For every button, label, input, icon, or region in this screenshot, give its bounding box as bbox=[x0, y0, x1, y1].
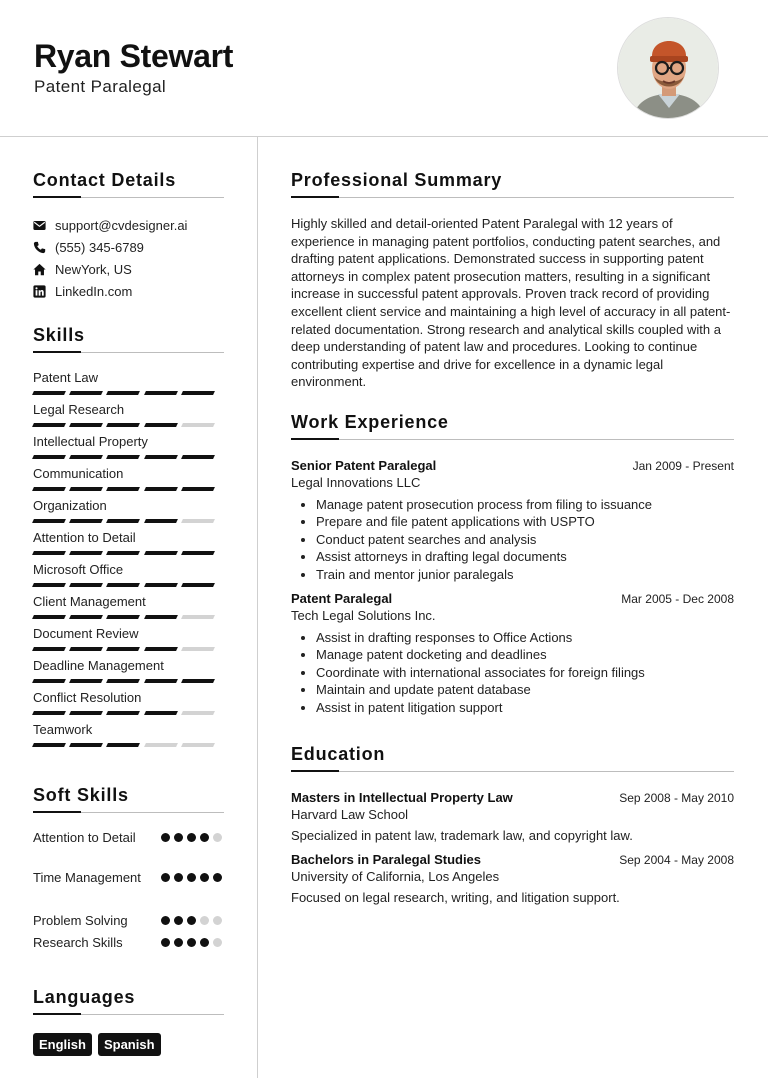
skill-level-segment bbox=[32, 743, 66, 747]
skill-level-segment bbox=[106, 615, 140, 619]
job-entry-bullets bbox=[291, 629, 734, 716]
skill-level-segment bbox=[144, 615, 178, 619]
skill-level-segment bbox=[69, 615, 103, 619]
rating-dot bbox=[200, 938, 209, 947]
skill-level-bar bbox=[33, 711, 224, 715]
skill-level-bar bbox=[33, 519, 224, 523]
languages-section bbox=[33, 987, 224, 1056]
education-degree: Masters in Intellectual Property Law bbox=[291, 790, 513, 805]
section-title: Soft Skills bbox=[33, 785, 129, 805]
rating-dot bbox=[174, 833, 183, 842]
skill-level-segment bbox=[32, 679, 66, 683]
skill-level-segment bbox=[106, 551, 140, 555]
skill-level-bar bbox=[33, 487, 224, 491]
skill-level-segment bbox=[181, 423, 215, 427]
skill-level-segment bbox=[32, 391, 66, 395]
rating-dot bbox=[187, 833, 196, 842]
column-divider bbox=[257, 137, 258, 1078]
skill-level-segment bbox=[106, 647, 140, 651]
soft-skill-row bbox=[33, 909, 224, 931]
skill-level-segment bbox=[144, 711, 178, 715]
section-title: Languages bbox=[33, 987, 136, 1007]
skill-row bbox=[33, 498, 224, 530]
rating-dot bbox=[213, 938, 222, 947]
soft-skill-row bbox=[33, 931, 224, 953]
skill-level-segment bbox=[106, 487, 140, 491]
skill-level-segment bbox=[69, 679, 103, 683]
bullet-item: • Manage patent docketing and deadlines bbox=[316, 646, 734, 663]
section-title: Education bbox=[291, 744, 386, 764]
skill-level-segment bbox=[32, 487, 66, 491]
contact-linkedin-text: LinkedIn.com bbox=[55, 283, 133, 299]
education-description: Focused on legal research, writing, and litigation support. bbox=[291, 890, 620, 905]
skill-level-segment bbox=[32, 423, 66, 427]
skill-level-segment bbox=[181, 711, 215, 715]
section-rule bbox=[33, 196, 224, 198]
section-rule bbox=[291, 438, 734, 440]
soft-skill-label: Attention to Detail bbox=[33, 830, 136, 845]
contact-email-text: support@cvdesigner.ai bbox=[55, 217, 188, 233]
job-title: Patent Paralegal bbox=[34, 77, 167, 96]
skill-level-segment bbox=[69, 743, 103, 747]
skill-level-segment bbox=[32, 519, 66, 523]
skill-level-segment bbox=[69, 647, 103, 651]
rating-dot bbox=[213, 873, 222, 882]
skill-level-bar bbox=[33, 423, 224, 427]
skill-level-segment bbox=[144, 647, 178, 651]
skill-level-segment bbox=[144, 551, 178, 555]
rating-dot bbox=[213, 833, 222, 842]
skill-level-segment bbox=[181, 647, 215, 651]
skill-label: Teamwork bbox=[33, 722, 93, 737]
language-tag: English bbox=[33, 1033, 92, 1056]
skill-level-segment bbox=[144, 487, 178, 491]
skill-level-segment bbox=[181, 551, 215, 555]
bullet-item: • Assist in drafting responses to Office Actions bbox=[316, 629, 734, 646]
linkedin-icon bbox=[33, 285, 46, 298]
section-rule bbox=[291, 196, 734, 198]
section-title: Professional Summary bbox=[291, 170, 503, 190]
education-description: Specialized in patent law, trademark law, and copyright law. bbox=[291, 828, 633, 843]
soft-skill-row bbox=[33, 829, 224, 869]
summary-text: Highly skilled and detail-oriented Patent Paralegal with 12 years of experience in managing patent portfolios, conducting patent searches, and drafting patent applications. Demonstrated success in supporting patent attorneys in complex patent prosecution matters, resulting in a significant increase in successful patent approvals. Proven track record of providing excellent client service and maintaining a high level of accuracy in all patent-related documentation. Strong research and analytical skills coupled with a deep understanding of patent law and procedures. Looking to continue contributing expertise and drive for excellence in a dynamic legal environment. bbox=[291, 216, 731, 390]
language-tags bbox=[33, 1033, 224, 1056]
skill-row bbox=[33, 690, 224, 722]
skill-level-segment bbox=[69, 711, 103, 715]
education-degree: Bachelors in Paralegal Studies bbox=[291, 852, 482, 867]
skill-row bbox=[33, 466, 224, 498]
skill-level-segment bbox=[69, 487, 103, 491]
skill-level-segment bbox=[181, 679, 215, 683]
skill-level-segment bbox=[106, 391, 140, 395]
section-rule bbox=[33, 1013, 224, 1015]
education-school: Harvard Law School bbox=[291, 807, 409, 822]
skills-list bbox=[33, 370, 224, 754]
resume-header bbox=[0, 0, 768, 137]
skill-level-segment bbox=[181, 487, 215, 491]
home-icon bbox=[33, 263, 46, 276]
job-entry-dates: Mar 2005 - Dec 2008 bbox=[621, 592, 734, 607]
language-tag: Spanish bbox=[98, 1033, 161, 1056]
rating-dot bbox=[174, 916, 183, 925]
skill-row bbox=[33, 594, 224, 626]
job-entry-company: Tech Legal Solutions Inc. bbox=[291, 608, 436, 624]
skill-level-segment bbox=[69, 583, 103, 587]
skill-level-segment bbox=[69, 455, 103, 459]
job-entry bbox=[291, 458, 734, 583]
skill-label: Attention to Detail bbox=[33, 530, 136, 545]
skill-label: Client Management bbox=[33, 594, 146, 609]
job-entry-title: Senior Patent Paralegal bbox=[291, 458, 437, 473]
rating-dot bbox=[161, 916, 170, 925]
section-title: Work Experience bbox=[291, 412, 449, 432]
soft-skill-label: Problem Solving bbox=[33, 912, 128, 928]
skill-level-segment bbox=[106, 519, 140, 523]
skill-label: Deadline Management bbox=[33, 658, 164, 673]
bullet-item: • Train and mentor junior paralegals bbox=[316, 566, 734, 583]
skill-row bbox=[33, 562, 224, 594]
skill-level-segment bbox=[32, 615, 66, 619]
skill-level-segment bbox=[144, 391, 178, 395]
skill-level-bar bbox=[33, 583, 224, 587]
rating-dot bbox=[187, 938, 196, 947]
contact-location bbox=[33, 258, 224, 280]
skill-level-bar bbox=[33, 455, 224, 459]
education-entry bbox=[291, 790, 734, 843]
experience-section bbox=[291, 412, 734, 716]
section-title: Skills bbox=[33, 325, 85, 345]
contact-phone-text: (555) 345-6789 bbox=[55, 239, 144, 255]
skill-level-segment bbox=[32, 455, 66, 459]
skill-row bbox=[33, 402, 224, 434]
education-school: University of California, Los Angeles bbox=[291, 869, 500, 884]
skill-level-segment bbox=[32, 583, 66, 587]
job-entry-company: Legal Innovations LLC bbox=[291, 475, 421, 490]
skill-level-segment bbox=[32, 647, 66, 651]
skill-level-bar bbox=[33, 679, 224, 683]
soft-skill-rating bbox=[161, 833, 222, 842]
skill-level-segment bbox=[106, 583, 140, 587]
skill-label: Intellectual Property bbox=[33, 434, 148, 449]
skill-level-segment bbox=[106, 423, 140, 427]
education-entry bbox=[291, 852, 734, 905]
rating-dot bbox=[187, 873, 196, 882]
skill-level-bar bbox=[33, 551, 224, 555]
skill-level-segment bbox=[181, 455, 215, 459]
skill-level-segment bbox=[69, 391, 103, 395]
contact-phone[interactable] bbox=[33, 236, 224, 258]
rating-dot bbox=[200, 833, 209, 842]
skill-level-segment bbox=[69, 551, 103, 555]
skill-label: Patent Law bbox=[33, 370, 99, 385]
skill-label: Organization bbox=[33, 498, 107, 513]
skills-section bbox=[33, 325, 224, 754]
rating-dot bbox=[187, 916, 196, 925]
bullet-item: • Manage patent prosecution process from filing to issuance bbox=[316, 496, 734, 513]
skill-level-segment bbox=[32, 711, 66, 715]
skill-row bbox=[33, 722, 224, 754]
skill-level-segment bbox=[69, 519, 103, 523]
skill-level-segment bbox=[144, 743, 178, 747]
rating-dot bbox=[200, 873, 209, 882]
skill-level-bar bbox=[33, 615, 224, 619]
soft-skills-section bbox=[33, 785, 224, 953]
rating-dot bbox=[174, 873, 183, 882]
skill-level-segment bbox=[181, 615, 215, 619]
job-entry bbox=[291, 591, 734, 716]
skill-row bbox=[33, 626, 224, 658]
rating-dot bbox=[161, 833, 170, 842]
section-rule bbox=[291, 770, 734, 772]
skill-level-segment bbox=[144, 679, 178, 683]
skill-level-bar bbox=[33, 391, 224, 395]
education-section bbox=[291, 744, 734, 905]
skill-level-segment bbox=[181, 391, 215, 395]
contact-location-text: NewYork, US bbox=[55, 261, 132, 277]
bullet-item: • Conduct patent searches and analysis bbox=[316, 531, 734, 548]
rating-dot bbox=[161, 873, 170, 882]
rating-dot bbox=[161, 938, 170, 947]
bullet-item: • Coordinate with international associates for foreign filings bbox=[316, 664, 734, 681]
soft-skill-rating bbox=[161, 938, 222, 947]
skill-level-segment bbox=[106, 455, 140, 459]
skill-label: Microsoft Office bbox=[33, 562, 124, 577]
section-title: Contact Details bbox=[33, 170, 177, 190]
skill-label: Conflict Resolution bbox=[33, 690, 142, 705]
soft-skill-rating bbox=[161, 916, 222, 925]
soft-skill-label: Time Management bbox=[33, 870, 141, 885]
skill-level-segment bbox=[69, 423, 103, 427]
skill-level-segment bbox=[144, 455, 178, 459]
soft-skill-label: Research Skills bbox=[33, 934, 123, 950]
education-dates: Sep 2008 - May 2010 bbox=[619, 791, 734, 805]
rating-dot bbox=[213, 916, 222, 925]
candidate-name: Ryan Stewart bbox=[34, 38, 234, 74]
skill-level-segment bbox=[106, 711, 140, 715]
skill-label: Document Review bbox=[33, 626, 139, 641]
skill-row bbox=[33, 370, 224, 402]
bullet-item: • Assist attorneys in drafting legal documents bbox=[316, 548, 734, 565]
skill-level-segment bbox=[181, 583, 215, 587]
skill-label: Legal Research bbox=[33, 402, 125, 417]
skill-level-segment bbox=[181, 743, 215, 747]
section-rule bbox=[33, 811, 224, 813]
rating-dot bbox=[200, 916, 209, 925]
contact-section bbox=[33, 170, 224, 302]
education-dates: Sep 2004 - May 2008 bbox=[619, 853, 734, 867]
contact-email[interactable] bbox=[33, 214, 224, 236]
bullet-item: • Prepare and file patent applications with USPTO bbox=[316, 513, 734, 530]
avatar-illustration bbox=[618, 18, 719, 119]
skill-level-bar bbox=[33, 647, 224, 651]
rating-dot bbox=[174, 938, 183, 947]
skill-level-segment bbox=[144, 583, 178, 587]
skill-row bbox=[33, 530, 224, 562]
bullet-item: • Assist in patent litigation support bbox=[316, 699, 734, 716]
skill-row bbox=[33, 434, 224, 466]
skill-level-segment bbox=[181, 519, 215, 523]
summary-section bbox=[291, 170, 734, 391]
job-entry-title: Patent Paralegal bbox=[291, 591, 393, 607]
skill-level-segment bbox=[106, 743, 140, 747]
contact-linkedin[interactable] bbox=[33, 280, 224, 302]
soft-skill-rating bbox=[161, 873, 222, 882]
skill-level-segment bbox=[106, 679, 140, 683]
skill-row bbox=[33, 658, 224, 690]
soft-skill-row bbox=[33, 869, 224, 909]
skill-level-segment bbox=[32, 551, 66, 555]
skill-level-segment bbox=[144, 423, 178, 427]
skill-level-bar bbox=[33, 743, 224, 747]
skill-level-segment bbox=[144, 519, 178, 523]
profile-photo bbox=[617, 17, 719, 119]
email-icon bbox=[33, 219, 46, 232]
bullet-item: • Maintain and update patent database bbox=[316, 681, 734, 698]
job-entry-dates: Jan 2009 - Present bbox=[632, 459, 734, 473]
job-entry-bullets bbox=[291, 496, 734, 583]
phone-icon bbox=[33, 241, 46, 254]
section-rule bbox=[33, 351, 224, 353]
skill-label: Communication bbox=[33, 466, 124, 481]
